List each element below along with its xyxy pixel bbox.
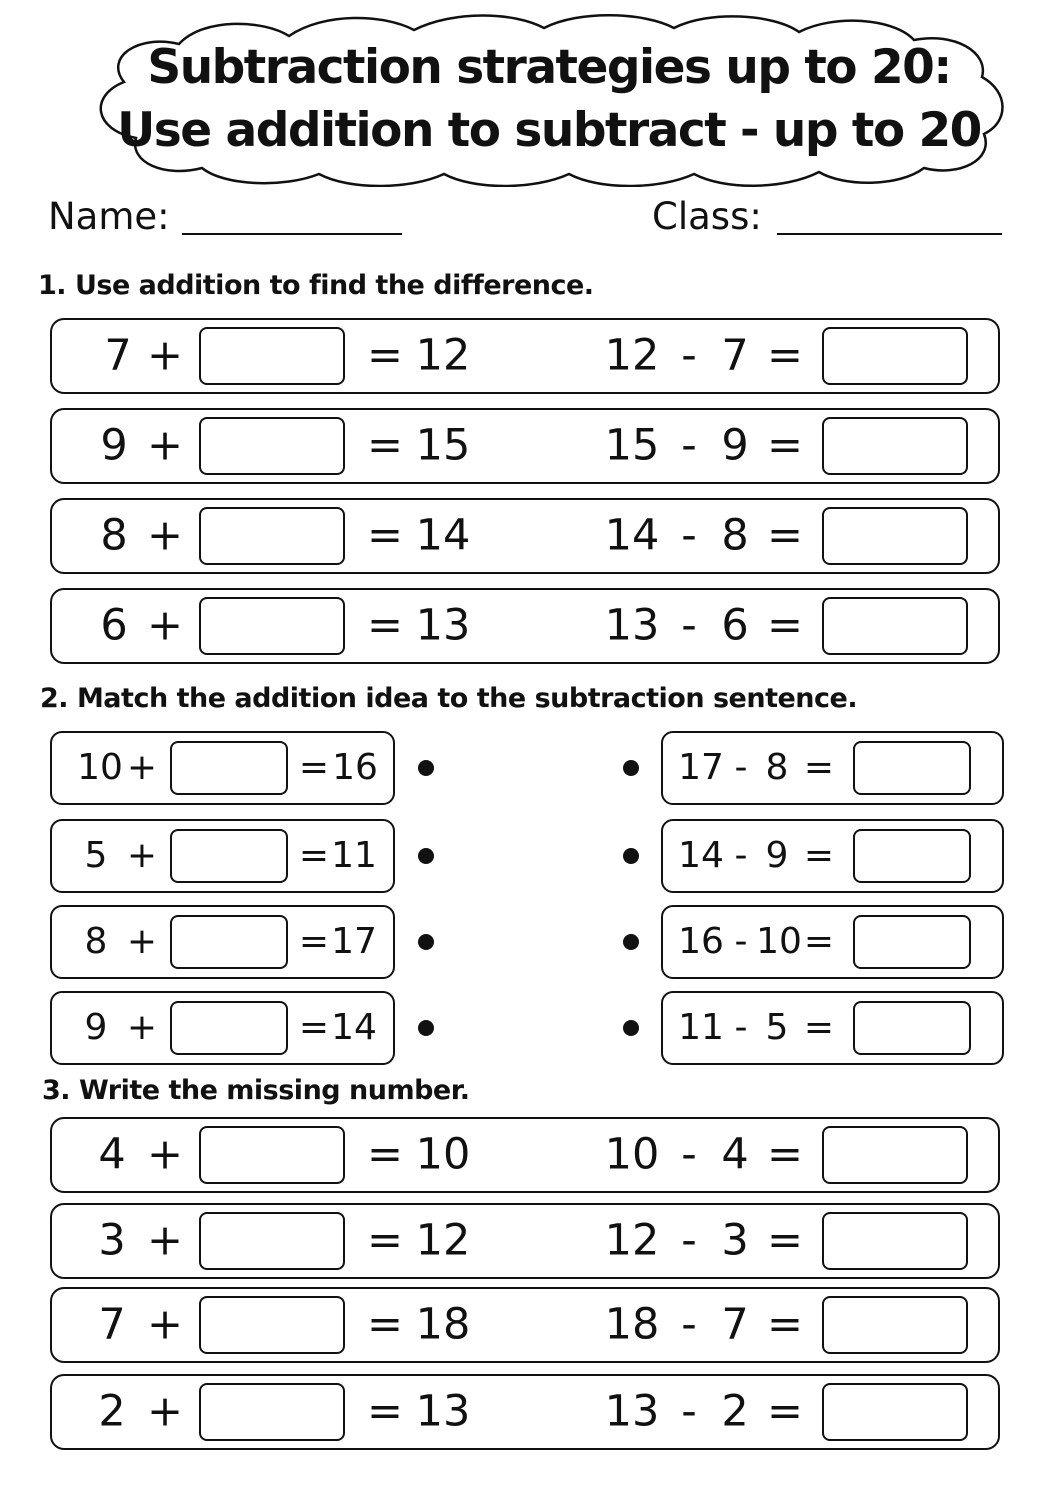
addend: 9 (84, 1007, 108, 1048)
plus-sign: + (146, 1299, 184, 1350)
match-dot-left[interactable] (418, 934, 434, 950)
sum: 11 (331, 835, 377, 876)
minuend: 14 (678, 835, 724, 876)
minuend: 15 (604, 420, 660, 471)
section-3-instruction: 3. Write the missing number. (42, 1075, 470, 1106)
addition-card (50, 731, 395, 805)
plus-sign: + (146, 330, 184, 381)
minus-sign: - (681, 1386, 697, 1437)
answer-box[interactable] (199, 597, 345, 655)
subtrahend: 10 (756, 921, 802, 962)
name-label: Name: (48, 195, 170, 238)
subtraction-card (661, 731, 1004, 805)
addition-card (50, 991, 395, 1065)
equals-sign: = (803, 747, 835, 788)
answer-box[interactable] (199, 327, 345, 385)
answer-box[interactable] (170, 915, 288, 969)
equation-row (50, 1374, 1000, 1450)
equation-row (50, 498, 1000, 574)
addition-card (50, 819, 395, 893)
minuend: 13 (604, 1386, 660, 1437)
minus-sign: - (734, 747, 748, 788)
equals-sign: = (366, 1215, 404, 1266)
section-2-instruction: 2. Match the addition idea to the subtraction sentence. (40, 683, 858, 714)
answer-box[interactable] (853, 1001, 971, 1055)
title-line-2: Use addition to subtract - up to 20 (117, 103, 981, 158)
minus-sign: - (681, 330, 697, 381)
equation-row (50, 408, 1000, 484)
answer-box[interactable] (170, 741, 288, 795)
subtrahend: 9 (721, 420, 749, 471)
equals-sign: = (803, 1007, 835, 1048)
plus-sign: + (146, 420, 184, 471)
answer-box[interactable] (822, 417, 968, 475)
answer-box[interactable] (199, 507, 345, 565)
sum: 18 (415, 1299, 471, 1350)
addend: 6 (100, 600, 128, 651)
addend: 5 (84, 835, 108, 876)
subtrahend: 2 (721, 1386, 749, 1437)
sum: 13 (415, 600, 471, 651)
equals-sign: = (766, 1299, 804, 1350)
answer-box[interactable] (822, 1296, 968, 1354)
answer-box[interactable] (199, 417, 345, 475)
minus-sign: - (734, 835, 748, 876)
equation-row (50, 318, 1000, 394)
plus-sign: + (146, 600, 184, 651)
equals-sign: = (803, 835, 835, 876)
minuend: 12 (604, 1215, 660, 1266)
subtrahend: 7 (721, 1299, 749, 1350)
sum: 14 (415, 510, 471, 561)
section-1-instruction: 1. Use addition to find the difference. (38, 270, 594, 301)
answer-box[interactable] (822, 1126, 968, 1184)
minuend: 10 (604, 1129, 660, 1180)
answer-box[interactable] (170, 1001, 288, 1055)
subtrahend: 8 (765, 747, 789, 788)
equals-sign: = (366, 1299, 404, 1350)
answer-box[interactable] (199, 1296, 345, 1354)
answer-box[interactable] (822, 1212, 968, 1270)
equals-sign: = (766, 510, 804, 561)
plus-sign: + (126, 747, 158, 788)
subtrahend: 4 (721, 1129, 749, 1180)
equals-sign: = (298, 921, 330, 962)
answer-box[interactable] (170, 829, 288, 883)
plus-sign: + (126, 1007, 158, 1048)
addend: 4 (98, 1129, 126, 1180)
equals-sign: = (366, 1129, 404, 1180)
answer-box[interactable] (853, 915, 971, 969)
subtrahend: 7 (721, 330, 749, 381)
minus-sign: - (681, 420, 697, 471)
subtraction-card (661, 991, 1004, 1065)
minuend: 11 (678, 1007, 724, 1048)
equals-sign: = (766, 420, 804, 471)
equals-sign: = (366, 600, 404, 651)
match-dot-left[interactable] (418, 848, 434, 864)
sum: 14 (331, 1007, 377, 1048)
cloud-shape (84, 12, 1014, 187)
plus-sign: + (126, 921, 158, 962)
minuend: 16 (678, 921, 724, 962)
plus-sign: + (146, 1386, 184, 1437)
subtrahend: 3 (721, 1215, 749, 1266)
addend: 9 (100, 420, 128, 471)
equals-sign: = (803, 921, 835, 962)
addition-card (50, 905, 395, 979)
equation-row (50, 1203, 1000, 1279)
match-dot-right[interactable] (623, 934, 639, 950)
class-label: Class: (652, 195, 762, 238)
plus-sign: + (146, 1215, 184, 1266)
addend: 8 (100, 510, 128, 561)
equation-row (50, 1117, 1000, 1193)
sum: 17 (331, 921, 377, 962)
equals-sign: = (766, 600, 804, 651)
sum: 16 (332, 747, 378, 788)
equals-sign: = (298, 835, 330, 876)
answer-box[interactable] (853, 741, 971, 795)
class-line[interactable] (777, 233, 1002, 235)
answer-box[interactable] (822, 597, 968, 655)
answer-box[interactable] (853, 829, 971, 883)
match-dot-right[interactable] (623, 760, 639, 776)
equals-sign: = (766, 1215, 804, 1266)
minus-sign: - (681, 600, 697, 651)
addend: 8 (84, 921, 108, 962)
equals-sign: = (298, 747, 330, 788)
sum: 12 (415, 1215, 471, 1266)
minus-sign: - (734, 921, 748, 962)
minus-sign: - (681, 510, 697, 561)
addend: 2 (98, 1386, 126, 1437)
sum: 10 (415, 1129, 471, 1180)
addend: 7 (98, 1299, 126, 1350)
minuend: 18 (604, 1299, 660, 1350)
minuend: 14 (604, 510, 660, 561)
subtrahend: 5 (765, 1007, 789, 1048)
minus-sign: - (681, 1215, 697, 1266)
plus-sign: + (126, 835, 158, 876)
equals-sign: = (298, 1007, 330, 1048)
answer-box[interactable] (822, 507, 968, 565)
subtrahend: 6 (721, 600, 749, 651)
sum: 12 (415, 330, 471, 381)
minus-sign: - (681, 1129, 697, 1180)
title-line-1: Subtraction strategies up to 20: (147, 40, 951, 95)
equals-sign: = (366, 420, 404, 471)
equals-sign: = (766, 1386, 804, 1437)
match-dot-left[interactable] (418, 1020, 434, 1036)
answer-box[interactable] (199, 1212, 345, 1270)
answer-box[interactable] (822, 327, 968, 385)
equals-sign: = (366, 510, 404, 561)
minuend: 13 (604, 600, 660, 651)
match-dot-right[interactable] (623, 848, 639, 864)
sum: 15 (415, 420, 471, 471)
subtraction-card (661, 905, 1004, 979)
plus-sign: + (146, 1129, 184, 1180)
equals-sign: = (366, 1386, 404, 1437)
equals-sign: = (766, 330, 804, 381)
answer-box[interactable] (822, 1383, 968, 1441)
equals-sign: = (366, 330, 404, 381)
addend: 7 (104, 330, 132, 381)
plus-sign: + (146, 510, 184, 561)
addend: 10 (77, 747, 123, 788)
minuend: 12 (604, 330, 660, 381)
subtrahend: 8 (721, 510, 749, 561)
subtraction-card (661, 819, 1004, 893)
minus-sign: - (734, 1007, 748, 1048)
equation-row (50, 588, 1000, 664)
answer-box[interactable] (199, 1126, 345, 1184)
name-line[interactable] (182, 233, 402, 235)
equals-sign: = (766, 1129, 804, 1180)
match-dot-right[interactable] (623, 1020, 639, 1036)
equation-row (50, 1287, 1000, 1363)
minus-sign: - (681, 1299, 697, 1350)
sum: 13 (415, 1386, 471, 1437)
addend: 3 (98, 1215, 126, 1266)
minuend: 17 (678, 747, 724, 788)
subtrahend: 9 (765, 835, 789, 876)
answer-box[interactable] (199, 1383, 345, 1441)
title-cloud (84, 12, 1014, 187)
match-dot-left[interactable] (418, 760, 434, 776)
